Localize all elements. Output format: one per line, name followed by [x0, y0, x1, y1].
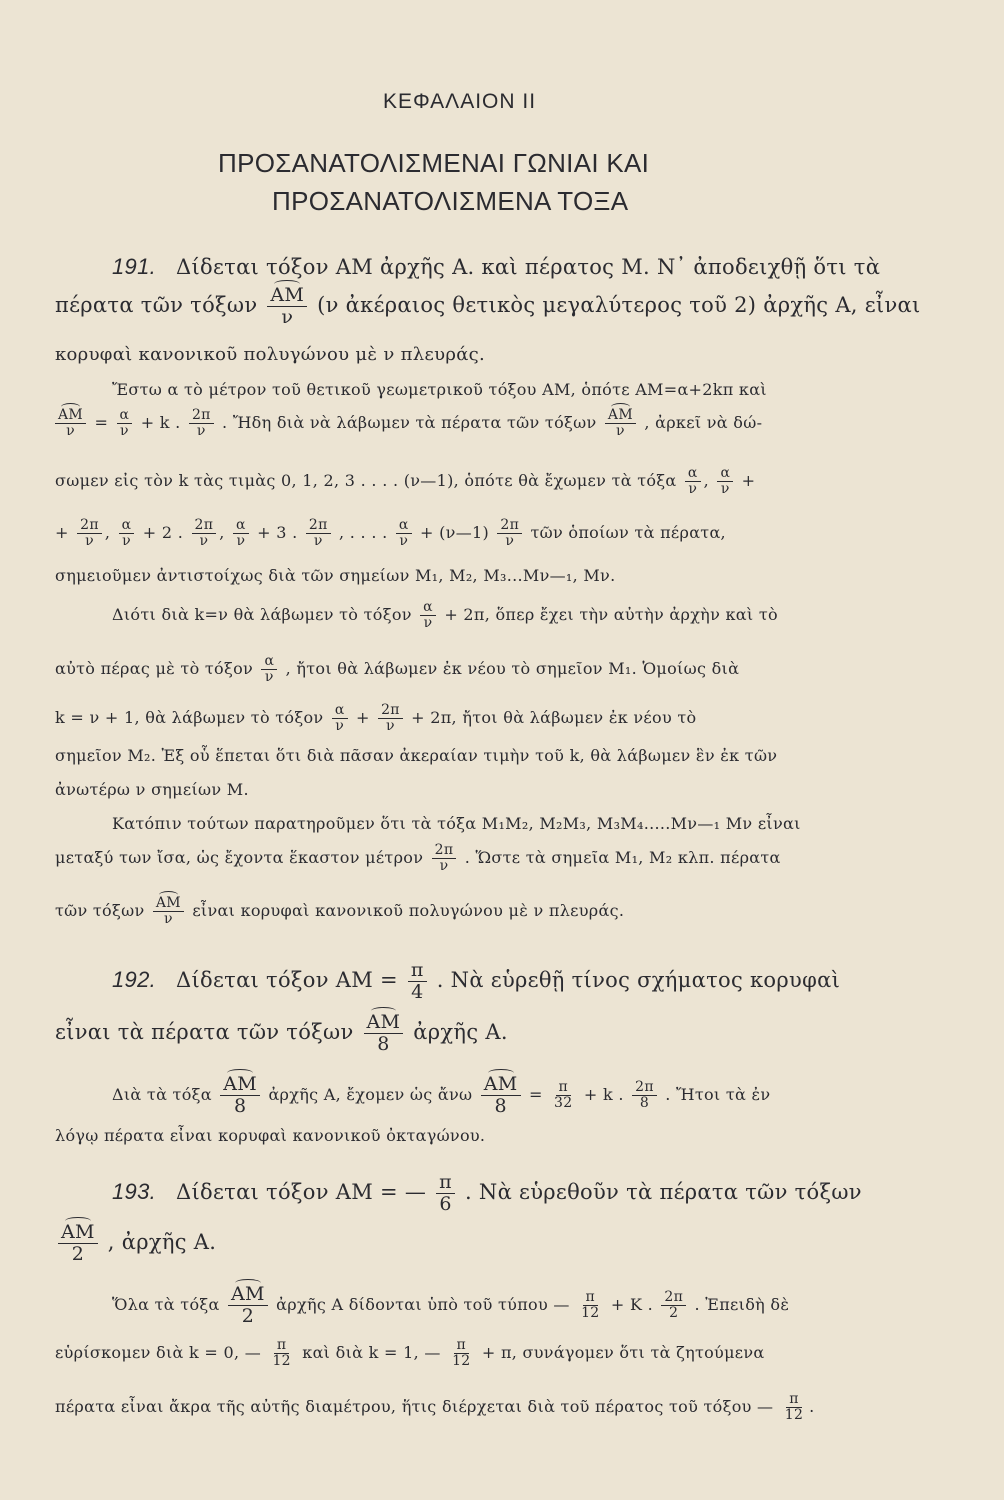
fraction-2pi-over-nu: $\frac{2\pi}{\nu}$	[497, 518, 522, 549]
fraction-alpha-over-nu: $\frac{\alpha}{\nu}$	[717, 466, 733, 497]
fraction-2pi-over-nu: $\frac{2\pi}{\nu}$	[378, 703, 403, 734]
fraction-am-over-8: $\frac{AM}{8}$	[364, 1012, 404, 1055]
p191-line-10: αὐτὸ πέρας μὲ τὸ τόξον $\frac{\alpha}{\nu}$ , ἤτοι θὰ λάβωμεν ἐκ νέου τὸ σημεῖον M₁. Ὁμοίως διὰ	[55, 653, 740, 685]
fraction-am-over-nu: $\frac{AM}{\nu}$	[267, 285, 307, 328]
fraction-alpha-over-nu: $\frac{\alpha}{\nu}$	[396, 518, 412, 549]
fraction-alpha-over-nu: $\frac{\alpha}{\nu}$	[261, 654, 277, 685]
p191-line-8: σημειοῦμεν ἀντιστοίχως διὰ τῶν σημείων M₁, M₂, M₃...Mν—₁, Mν.	[55, 566, 616, 585]
p191-line-15: μεταξύ των ἴσα, ὡς ἔχοντα ἕκαστον μέτρον $\frac{2\pi}{\nu}$ . Ὥστε τὰ σημεῖα M₁, M₂ κλπ. πέρατα	[55, 842, 781, 874]
fraction-2pi-over-nu: $\frac{2\pi}{\nu}$	[77, 518, 102, 549]
title-line-1: ΠΡΟΣΑΝΑΤΟΛΙΣΜΕΝΑΙ ΓΩΝΙΑΙ ΚΑΙ	[218, 148, 650, 178]
p191-line-1: 191. Δίδεται τόξον ΑΜ ἀρχῆς Α. καὶ πέρατος Μ. Ν᾽ ἀποδειχθῇ ὅτι τὰ	[112, 254, 881, 279]
fraction-am-over-8: $\frac{AM}{8}$	[481, 1074, 521, 1117]
fraction-am-over-nu: $\frac{AM}{\nu}$	[55, 408, 86, 439]
fraction-pi-over-12: $\frac{\pi}{12}$	[784, 1391, 804, 1423]
p193-line-2: $\frac{AM}{2}$ , ἀρχῆς Α.	[55, 1222, 216, 1265]
fraction-2pi-over-nu: $\frac{2\pi}{\nu}$	[189, 408, 214, 439]
p191-line-16: τῶν τόξων $\frac{AM}{\nu}$ εἶναι κορυφαὶ κανονικοῦ πολυγώνου μὲ ν πλευράς.	[55, 895, 625, 927]
p191-line-11: k = ν + 1, θὰ λάβωμεν τὸ τόξον $\frac{\alpha}{\nu}$ + $\frac{2\pi}{\nu}$ + 2π, ἤτοι θὰ λάβωμεν ἐκ νέου τὸ	[55, 702, 697, 734]
p192-line-1: 192. Δίδεται τόξον ΑΜ = $\frac{\pi}{4}$ . Νὰ εὑρεθῇ τίνος σχήματος κορυφαὶ	[112, 959, 841, 1003]
fraction-alpha-over-nu: $\frac{\alpha}{\nu}$	[420, 600, 436, 631]
p191-line-6: σωμεν εἰς τὸν k τὰς τιμὰς 0, 1, 2, 3 . . . . (ν—1), ὁπότε θὰ ἔχωμεν τὰ τόξα $\frac{\alpha}{\nu}$ , $\frac{\alpha}{\nu}$ +	[55, 465, 756, 497]
p192-line-2: εἶναι τὰ πέρατα τῶν τόξων $\frac{AM}{8}$ ἀρχῆς Α.	[55, 1011, 508, 1055]
p193-line-1: 193. Δίδεται τόξον ΑΜ = — $\frac{\pi}{6}$ . Νὰ εὑρεθοῦν τὰ πέρατα τῶν τόξων	[112, 1171, 862, 1215]
fraction-pi-over-12: $\frac{\pi}{12}$	[272, 1337, 291, 1369]
problem-number-192: 192.	[112, 967, 157, 992]
fraction-2pi-over-nu: $\frac{2\pi}{\nu}$	[432, 843, 457, 874]
p191-line-2: πέρατα τῶν τόξων $\frac{AM}{\nu}$ (ν ἀκέραιος θετικὸς μεγαλύτερος τοῦ 2) ἀρχῆς Α, εἶναι	[55, 284, 921, 328]
p191-line-14: Κατόπιν τούτων παρατηροῦμεν ὅτι τὰ τόξα M₁M₂, M₂M₃, M₃M₄.....Mν—₁ Mν εἶναι	[112, 814, 801, 833]
p192-line-3: Διὰ τὰ τόξα $\frac{AM}{8}$ ἀρχῆς Α, ἔχομεν ὡς ἄνω $\frac{AM}{8}$ = $\frac{\pi}{32}$ + k . $\frac{2\pi}{8}$ . Ἤτοι τὰ ἐν	[112, 1073, 771, 1117]
fraction-am-over-nu: $\frac{AM}{\nu}$	[153, 896, 184, 927]
fraction-alpha-over-nu: $\frac{\alpha}{\nu}$	[119, 518, 135, 549]
p191-line-9: Διότι διὰ k=ν θὰ λάβωμεν τὸ τόξον $\frac{\alpha}{\nu}$ + 2π, ὅπερ ἔχει τὴν αὐτὴν ἀρχὴν καὶ τὸ	[112, 599, 778, 631]
fraction-pi-over-12: $\frac{\pi}{12}$	[581, 1289, 600, 1321]
p192-line-4: λόγῳ πέρατα εἶναι κορυφαὶ κανονικοῦ ὀκταγώνου.	[55, 1126, 486, 1145]
fraction-am-over-nu: $\frac{AM}{\nu}$	[605, 408, 636, 439]
fraction-2pi-over-2: $\frac{2\pi}{2}$	[661, 1290, 686, 1321]
problem-number-191: 191.	[112, 254, 157, 279]
fraction-alpha-over-nu: $\frac{\alpha}{\nu}$	[233, 518, 249, 549]
fraction-am-over-8: $\frac{AM}{8}$	[220, 1074, 260, 1117]
fraction-pi-over-4: $\frac{\pi}{4}$	[408, 960, 427, 1003]
fraction-pi-over-6: $\frac{\pi}{6}$	[436, 1172, 455, 1215]
fraction-alpha-over-nu: $\frac{\alpha}{\nu}$	[117, 408, 133, 439]
fraction-2pi-over-nu: $\frac{2\pi}{\nu}$	[192, 518, 217, 549]
p193-line-4: εὑρίσκομεν διὰ k = 0, — $\frac{\pi}{12}$ καὶ διὰ k = 1, — $\frac{\pi}{12}$ + π, συνάγομεν ὅτι τὰ ζητούμενα	[55, 1337, 765, 1369]
p191-line-13: ἀνωτέρω ν σημείων Μ.	[55, 780, 249, 799]
p191-line-3: κορυφαὶ κανονικοῦ πολυγώνου μὲ ν πλευράς.	[55, 344, 486, 365]
fraction-alpha-over-nu: $\frac{\alpha}{\nu}$	[332, 703, 348, 734]
fraction-am-over-2: $\frac{AM}{2}$	[58, 1222, 98, 1265]
fraction-pi-over-12: $\frac{\pi}{12}$	[452, 1337, 471, 1369]
p191-line-5: $\frac{AM}{\nu}$ = $\frac{\alpha}{\nu}$ + k . $\frac{2\pi}{\nu}$ . Ἤδη διὰ νὰ λάβωμεν τὰ πέρατα τῶν τόξων $\frac{AM}{\nu}$ , ἀρκεῖ νὰ δώ-	[52, 408, 762, 439]
fraction-2pi-over-8: $\frac{2\pi}{8}$	[632, 1080, 657, 1111]
p191-line-7: + $\frac{2\pi}{\nu}$ , $\frac{\alpha}{\nu}$ + 2 . $\frac{2\pi}{\nu}$ , $\frac{\alpha}{\nu}$ + 3 . $\frac{2\pi}{\nu}$ , . . . . $\frac{\alpha}{\nu}$ + (ν—1) $\frac{2\pi}{\nu}$ τῶν ὁποίων τὰ πέρατα,	[55, 517, 726, 549]
p193-line-3: Ὅλα τὰ τόξα $\frac{AM}{2}$ ἀρχῆς Α δίδονται ὑπὸ τοῦ τύπου — $\frac{\pi}{12}$ + K . $\frac{2\pi}{2}$ . Ἐπειδὴ δὲ	[112, 1283, 790, 1327]
title-line-2: ΠΡΟΣΑΝΑΤΟΛΙΣΜΕΝΑ ΤΟΞΑ	[272, 186, 629, 216]
problem-number-193: 193.	[112, 1179, 157, 1204]
p193-line-5: πέρατα εἶναι ἄκρα τῆς αὐτῆς διαμέτρου, ἥτις διέρχεται διὰ τοῦ πέρατος τοῦ τόξου — $\frac{\pi}{12}$ .	[55, 1391, 815, 1423]
p191-line-12: σημεῖον M₂. Ἐξ οὗ ἕπεται ὅτι διὰ πᾶσαν ἀκεραίαν τιμὴν τοῦ k, θὰ λάβωμεν ἓν ἐκ τῶν	[55, 746, 778, 765]
p191-line-4: Ἔστω α τὸ μέτρον τοῦ θετικοῦ γεωμετρικοῦ τόξου ΑΜ, ὁπότε ΑΜ=α+2kπ καὶ	[112, 380, 767, 399]
fraction-pi-over-32: $\frac{\pi}{32}$	[554, 1079, 573, 1111]
fraction-2pi-over-nu: $\frac{2\pi}{\nu}$	[306, 518, 331, 549]
fraction-alpha-over-nu: $\frac{\alpha}{\nu}$	[685, 466, 701, 497]
fraction-am-over-2: $\frac{AM}{2}$	[228, 1284, 268, 1327]
chapter-heading: ΚΕΦΑΛΑΙΟΝ ΙΙ	[383, 90, 537, 113]
